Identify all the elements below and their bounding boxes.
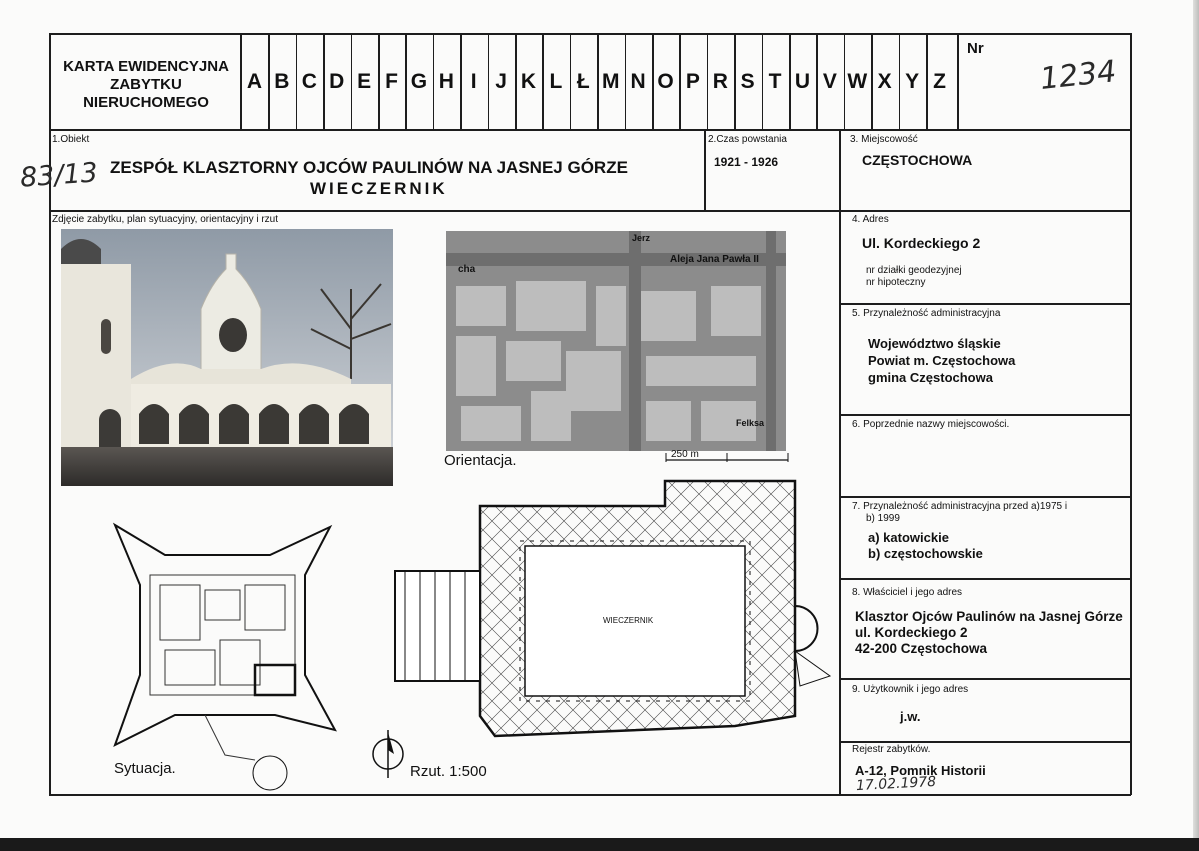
scan-band: [0, 838, 1199, 851]
rejestr-label: Rejestr zabytków.: [852, 744, 931, 755]
czas-label: 2.Czas powstania: [708, 134, 787, 145]
wlasciciel-line3: 42-200 Częstochowa: [855, 641, 988, 656]
letter-cell: U: [794, 70, 811, 93]
letter-cell: I: [470, 70, 477, 93]
rejestr-value: A-12, Pomnik Historii: [855, 763, 986, 778]
przed-label-1: 7. Przynależność administracyjna przed a)1975 i: [852, 501, 1068, 512]
orientation-caption: Orientacja.: [444, 452, 517, 469]
letter-cell: V: [822, 70, 837, 93]
letter-cell: W: [847, 70, 868, 93]
adres-label: 4. Adres: [852, 214, 889, 225]
orientation-map: [446, 231, 786, 451]
przed-label-2: b) 1999: [866, 513, 900, 524]
letter-divider: [405, 33, 407, 130]
card-title: KARTA EWIDENCYJNA ZABYTKU NIERUCHOMEGO: [63, 58, 229, 111]
letter-divider: [899, 33, 901, 130]
row-wlasciciel-bottom: [839, 678, 1131, 680]
uzytkownik-label: 9. Użytkownik i jego adres: [852, 684, 969, 695]
map-scale-label: 250 m: [671, 449, 699, 460]
uzytkownik-value: j.w.: [900, 709, 921, 724]
floor-plan: [375, 476, 835, 761]
letter-divider: [433, 33, 435, 130]
wlasciciel-line1: Klasztor Ojców Paulinów na Jasnej Górze: [855, 609, 1123, 624]
map-street-jerz: Jerz: [632, 233, 651, 243]
frame-header-bottom: [49, 129, 1131, 131]
wlasciciel-label: 8. Właściciel i jego adres: [852, 587, 963, 598]
letter-cell: O: [657, 70, 674, 93]
right-column-divider: [839, 129, 841, 795]
row-adres-bottom: [839, 303, 1131, 305]
letter-cell: B: [274, 70, 290, 93]
letter-divider: [625, 33, 627, 130]
letter-divider: [926, 33, 928, 130]
poprzednie-label: 6. Poprzednie nazwy miejscowości.: [852, 419, 1010, 430]
letter-divider: [515, 33, 517, 130]
scan-edge: [1193, 0, 1199, 851]
miejscowosc-label: 3. Miejscowość: [850, 134, 918, 145]
letter-cell: E: [357, 70, 372, 93]
letter-cell: K: [520, 70, 537, 93]
przynaleznosc-gmina: gmina Częstochowa: [868, 370, 993, 385]
map-street-felksa: Felksa: [736, 418, 765, 428]
przynaleznosc-powiat: Powiat m. Częstochowa: [868, 353, 1016, 368]
letter-divider: [323, 33, 325, 130]
letter-divider: [707, 33, 709, 130]
letter-cell: S: [740, 70, 755, 93]
przynaleznosc-woj: Województwo śląskie: [868, 336, 1001, 351]
monument-photo: [61, 229, 393, 486]
obiekt-label: 1.Obiekt: [52, 134, 90, 145]
przynaleznosc-label: 5. Przynależność administracyjna: [852, 308, 1001, 319]
letter-divider: [351, 33, 353, 130]
obiekt-handwritten-ref: 83/13: [19, 157, 99, 194]
letter-cell: C: [301, 70, 317, 93]
nr-handwritten: 1234: [1038, 54, 1118, 97]
letter-cell: A: [246, 70, 263, 93]
letter-cell: X: [877, 70, 892, 93]
letter-divider: [570, 33, 572, 130]
przed-b: b) częstochowskie: [868, 546, 983, 561]
letter-divider: [816, 33, 818, 130]
plan-caption: Rzut. 1:500: [410, 763, 487, 780]
letter-divider: [844, 33, 846, 130]
row-uzytkownik-bottom: [839, 741, 1131, 743]
situation-caption: Sytuacja.: [114, 760, 176, 777]
letter-cell: H: [438, 70, 454, 93]
row1-divider-a: [704, 129, 706, 211]
letter-divider: [652, 33, 654, 130]
adres-dzialka: nr działki geodezyjnej: [866, 265, 962, 276]
przed-a: a) katowickie: [868, 530, 949, 545]
map-street-aleja: Aleja Jana Pawła II: [670, 254, 759, 265]
plan-room-label: WIECZERNIK: [603, 616, 654, 625]
letter-cell: P: [685, 70, 700, 93]
map-street-cha: cha: [458, 264, 476, 275]
letter-divider: [378, 33, 380, 130]
rejestr-handwritten-date: 17.02.1978: [855, 773, 937, 795]
obiekt-title-line2: WIECZERNIK: [310, 179, 448, 198]
situation-plan: [105, 515, 345, 795]
letter-cell: Y: [905, 70, 920, 93]
letter-divider: [296, 33, 298, 130]
letter-divider: [597, 33, 599, 130]
letter-cell: F: [385, 70, 398, 93]
letter-cell: M: [601, 70, 620, 93]
letter-cell: D: [329, 70, 345, 93]
letter-divider: [460, 33, 462, 130]
frame-left: [49, 33, 51, 795]
letter-divider: [762, 33, 764, 130]
letter-divider: [871, 33, 873, 130]
letter-cell: R: [712, 70, 728, 93]
letter-cell: Z: [933, 70, 946, 93]
frame-row1-bottom: [49, 210, 1131, 212]
nr-label: Nr: [967, 40, 984, 57]
header-divider-nr: [957, 33, 959, 130]
obiekt-title-line1: ZESPÓŁ KLASZTORNY OJCÓW PAULINÓW NA JASNEJ GÓRZE: [110, 158, 628, 177]
letter-divider: [268, 33, 270, 130]
photos-label: Zdjęcie zabytku, plan sytuacyjny, orientacyjny i rzut: [52, 214, 279, 225]
letter-cell: T: [768, 70, 782, 93]
miejscowosc-value: CZĘSTOCHOWA: [862, 152, 973, 168]
letter-divider: [542, 33, 544, 130]
letter-divider: [734, 33, 736, 130]
adres-hipoteczny: nr hipoteczny: [866, 277, 926, 288]
row-przed-bottom: [839, 578, 1131, 580]
czas-value: 1921 - 1926: [714, 155, 779, 169]
letter-divider: [488, 33, 490, 130]
row-przynal-bottom: [839, 414, 1131, 416]
letter-cell: N: [630, 70, 646, 93]
letter-cell: J: [495, 70, 507, 93]
letter-divider: [789, 33, 791, 130]
letter-cell: Ł: [576, 70, 590, 93]
row-poprzednie-bottom: [839, 496, 1131, 498]
letter-divider: [679, 33, 681, 130]
letter-cell: G: [410, 70, 428, 93]
adres-value: Ul. Kordeckiego 2: [862, 235, 981, 251]
wlasciciel-line2: ul. Kordeckiego 2: [855, 625, 968, 640]
letter-cell: L: [549, 70, 563, 93]
